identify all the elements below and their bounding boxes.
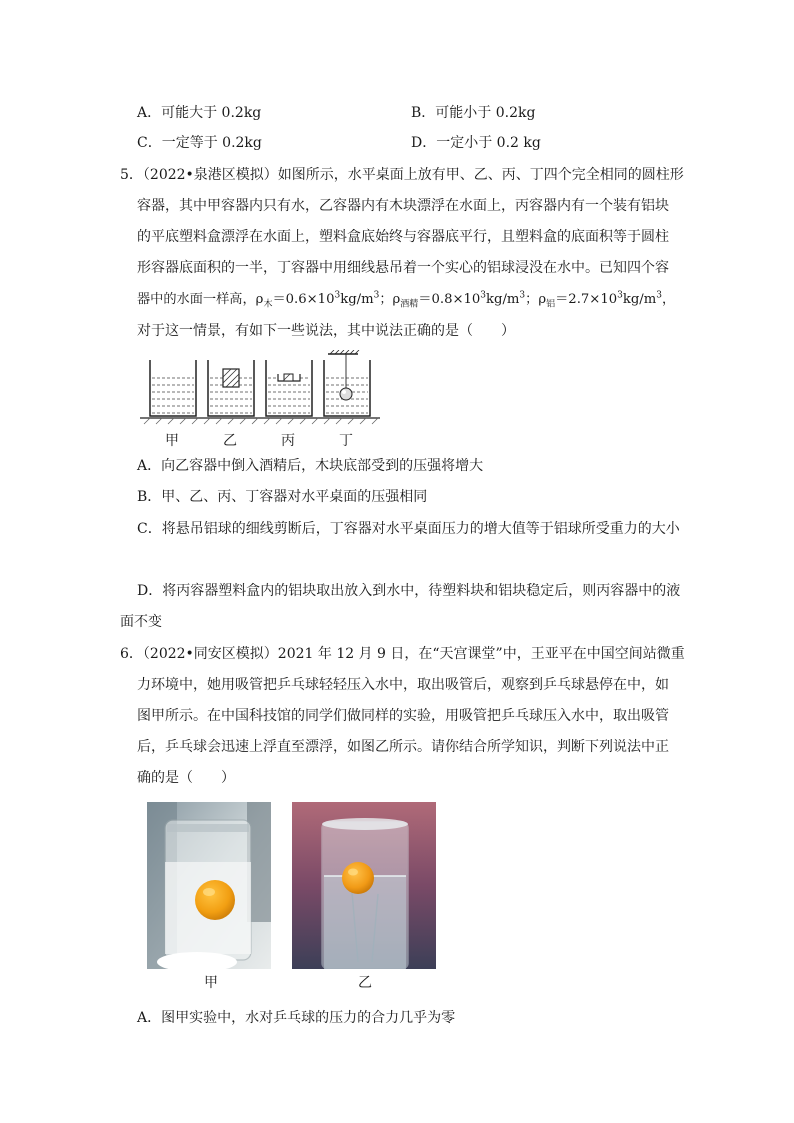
table-hatching xyxy=(144,418,378,424)
container-yi xyxy=(208,360,254,416)
container-bing xyxy=(266,360,312,416)
container-ding xyxy=(324,350,370,416)
q5-stem-line3: 的平底塑料盒漂浮在水面上，塑料盒底始终与容器底平行，且塑料盒的底面积等于圆柱 xyxy=(137,229,669,245)
q6-stem-line2: 力环境中，她用吸管把乒乓球轻轻压入水中，取出吸管后，观察到乒乓球悬停在中，如 xyxy=(137,677,669,693)
label-jia: 甲 xyxy=(165,433,179,449)
q5-stem-line1: 5．（2022•泉港区模拟）如图所示，水平桌面上放有甲、乙、丙、丁四个完全相同的圆柱形 xyxy=(120,167,684,183)
q4-option-b: B．可能小于 0.2kg xyxy=(411,105,536,121)
q6-stem-line5: 确的是（ ） xyxy=(137,770,235,786)
photo-jia xyxy=(147,802,271,969)
label-bing: 丙 xyxy=(281,433,295,449)
photo-yi xyxy=(292,802,436,969)
q5-option-b: B．甲、乙、丙、丁容器对水平桌面的压强相同 xyxy=(137,489,428,505)
photo-label-jia: 甲 xyxy=(204,975,218,991)
q4-option-d: D．一定小于 0.2 kg xyxy=(411,135,541,151)
ping-pong-ball-jia xyxy=(195,880,235,920)
aluminum-ball xyxy=(340,388,352,400)
label-ding: 丁 xyxy=(339,433,353,449)
q4-option-a: A．可能大于 0.2kg xyxy=(137,105,262,121)
q5-option-d-line2: 面不变 xyxy=(120,614,162,630)
q5-stem-line6: 对于这一情景，有如下一些说法，其中说法正确的是（ ） xyxy=(137,323,515,339)
q6-stem-line1: 6．（2022•同安区模拟）2021 年 12 月 9 日，在“天宫课堂”中，王亚平在中国空间站微重 xyxy=(120,646,685,662)
container-jia xyxy=(150,360,196,416)
wood-block xyxy=(223,369,239,387)
q5-stem-line2: 容器，其中甲容器内只有水，乙容器内有木块漂浮在水面上，丙容器内有一个装有铝块 xyxy=(137,198,669,214)
q5-option-a: A．向乙容器中倒入酒精后，木块底部受到的压强将增大 xyxy=(137,458,484,474)
label-yi: 乙 xyxy=(223,433,237,449)
q6-stem-line4: 后，乒乓球会迅速上浮直至漂浮，如图乙所示。请你结合所学知识，判断下列说法中正 xyxy=(137,739,669,755)
q5-option-d-line1: D．将丙容器塑料盒内的铝块取出放入到水中，待塑料块和铝块稳定后，则丙容器中的液 xyxy=(137,583,681,599)
photo-label-yi: 乙 xyxy=(358,975,372,991)
q4-option-c: C．一定等于 0.2kg xyxy=(137,135,262,151)
q6-option-a: A．图甲实验中，水对乒乓球的压力的合力几乎为零 xyxy=(137,1010,456,1026)
q5-stem-line5: 器中的水面一样高，$\rho_木=0.6\times 10^3kg/m^3$；$\rho_{酒精}=0.8\times 10^3kg/m^3$；$\rho_铝=2.7\times 10^3kg/m^3$， xyxy=(137,290,676,310)
q5-option-c: C．将悬吊铝球的细线剪断后，丁容器对水平桌面压力的增大值等于铝球所受重力的大小 xyxy=(137,521,680,537)
q5-stem-line4: 形容器底面积的一半，丁容器中用细线悬吊着一个实心的铝球浸没在水中。已知四个容 xyxy=(137,260,669,276)
ping-pong-ball-yi xyxy=(342,862,374,894)
q5-containers-figure xyxy=(140,350,380,430)
q6-stem-line3: 图甲所示。在中国科技馆的同学们做同样的实验，用吸管把乒乓球压入水中，取出吸管 xyxy=(137,708,669,724)
